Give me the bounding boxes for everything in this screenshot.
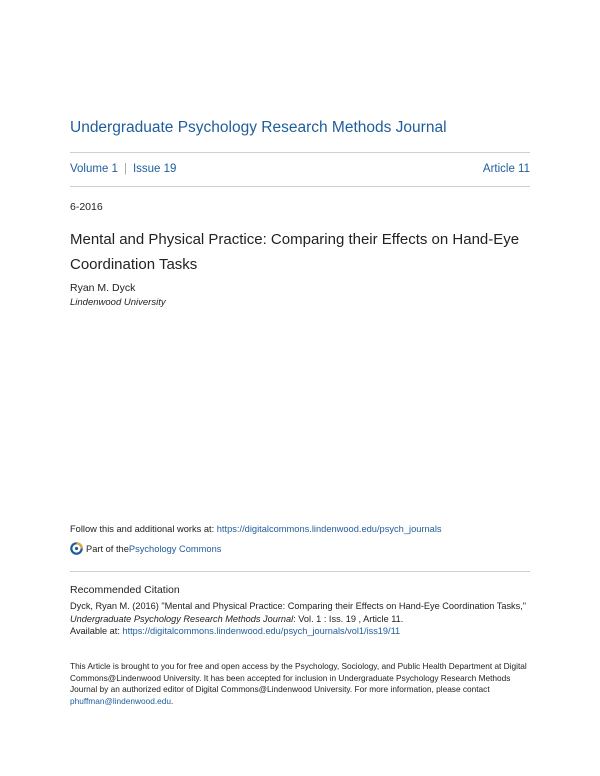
available-prefix: Available at:: [70, 626, 123, 636]
journal-title-link[interactable]: Undergraduate Psychology Research Methods Journal: [70, 119, 447, 136]
author-affiliation: Lindenwood University: [70, 297, 166, 308]
journal-title[interactable]: [70, 119, 530, 137]
separator: |: [123, 163, 127, 175]
follow-prefix: Follow this and additional works at:: [70, 524, 217, 534]
contact-email-link[interactable]: phuffman@lindenwood.edu: [70, 695, 171, 706]
divider: [70, 152, 530, 153]
access-notice: [70, 661, 530, 707]
volume-issue-row: [70, 163, 530, 179]
part-of-prefix: Part of the: [86, 543, 129, 554]
divider: [70, 571, 530, 572]
collection-url-link[interactable]: https://digitalcommons.lindenwood.edu/psych_journals: [216, 524, 442, 534]
citation-journal: Undergraduate Psychology Research Methods Journal: [70, 613, 294, 624]
citation-text: Dyck, Ryan M. (2016) "Mental and Physical Practice: Comparing their Effects on Hand-Eye Coordination Tasks,": [70, 601, 527, 611]
article-title: Mental and Physical Practice: Comparing their Effects on Hand-Eye Coordination Tasks: [70, 231, 520, 273]
notice-end: .: [171, 695, 174, 706]
citation-details: : Vol. 1 : Iss. 19 , Article 11.: [293, 613, 404, 624]
issue-link[interactable]: Issue 19: [132, 163, 177, 175]
notice-text: This Article is brought to you for free and open access by the Psychology, Sociology, and Public Health Department at Digital Commons@Lindenwood University. It has been accepted for inclusion in Undergraduate Psychology Research Methods Journal by an authorized editor of Digital Commons@Lindenwood University. For more information, please contact: [70, 661, 527, 694]
publication-date: 6-2016: [70, 201, 103, 213]
follow-line: [70, 524, 540, 534]
divider: [70, 186, 530, 187]
open-access-icon: [70, 542, 83, 555]
article-url-link[interactable]: https://digitalcommons.lindenwood.edu/psych_journals/vol1/iss19/11: [122, 626, 401, 636]
article-number-link[interactable]: Article 11: [482, 163, 530, 175]
psychology-commons-link[interactable]: Psychology Commons: [128, 543, 222, 554]
author-name: Ryan M. Dyck: [70, 282, 136, 294]
citation-block: [70, 600, 540, 638]
recommended-citation-heading: Recommended Citation: [70, 584, 180, 596]
part-of-line: [70, 542, 221, 555]
volume-link[interactable]: Volume 1: [70, 163, 118, 175]
